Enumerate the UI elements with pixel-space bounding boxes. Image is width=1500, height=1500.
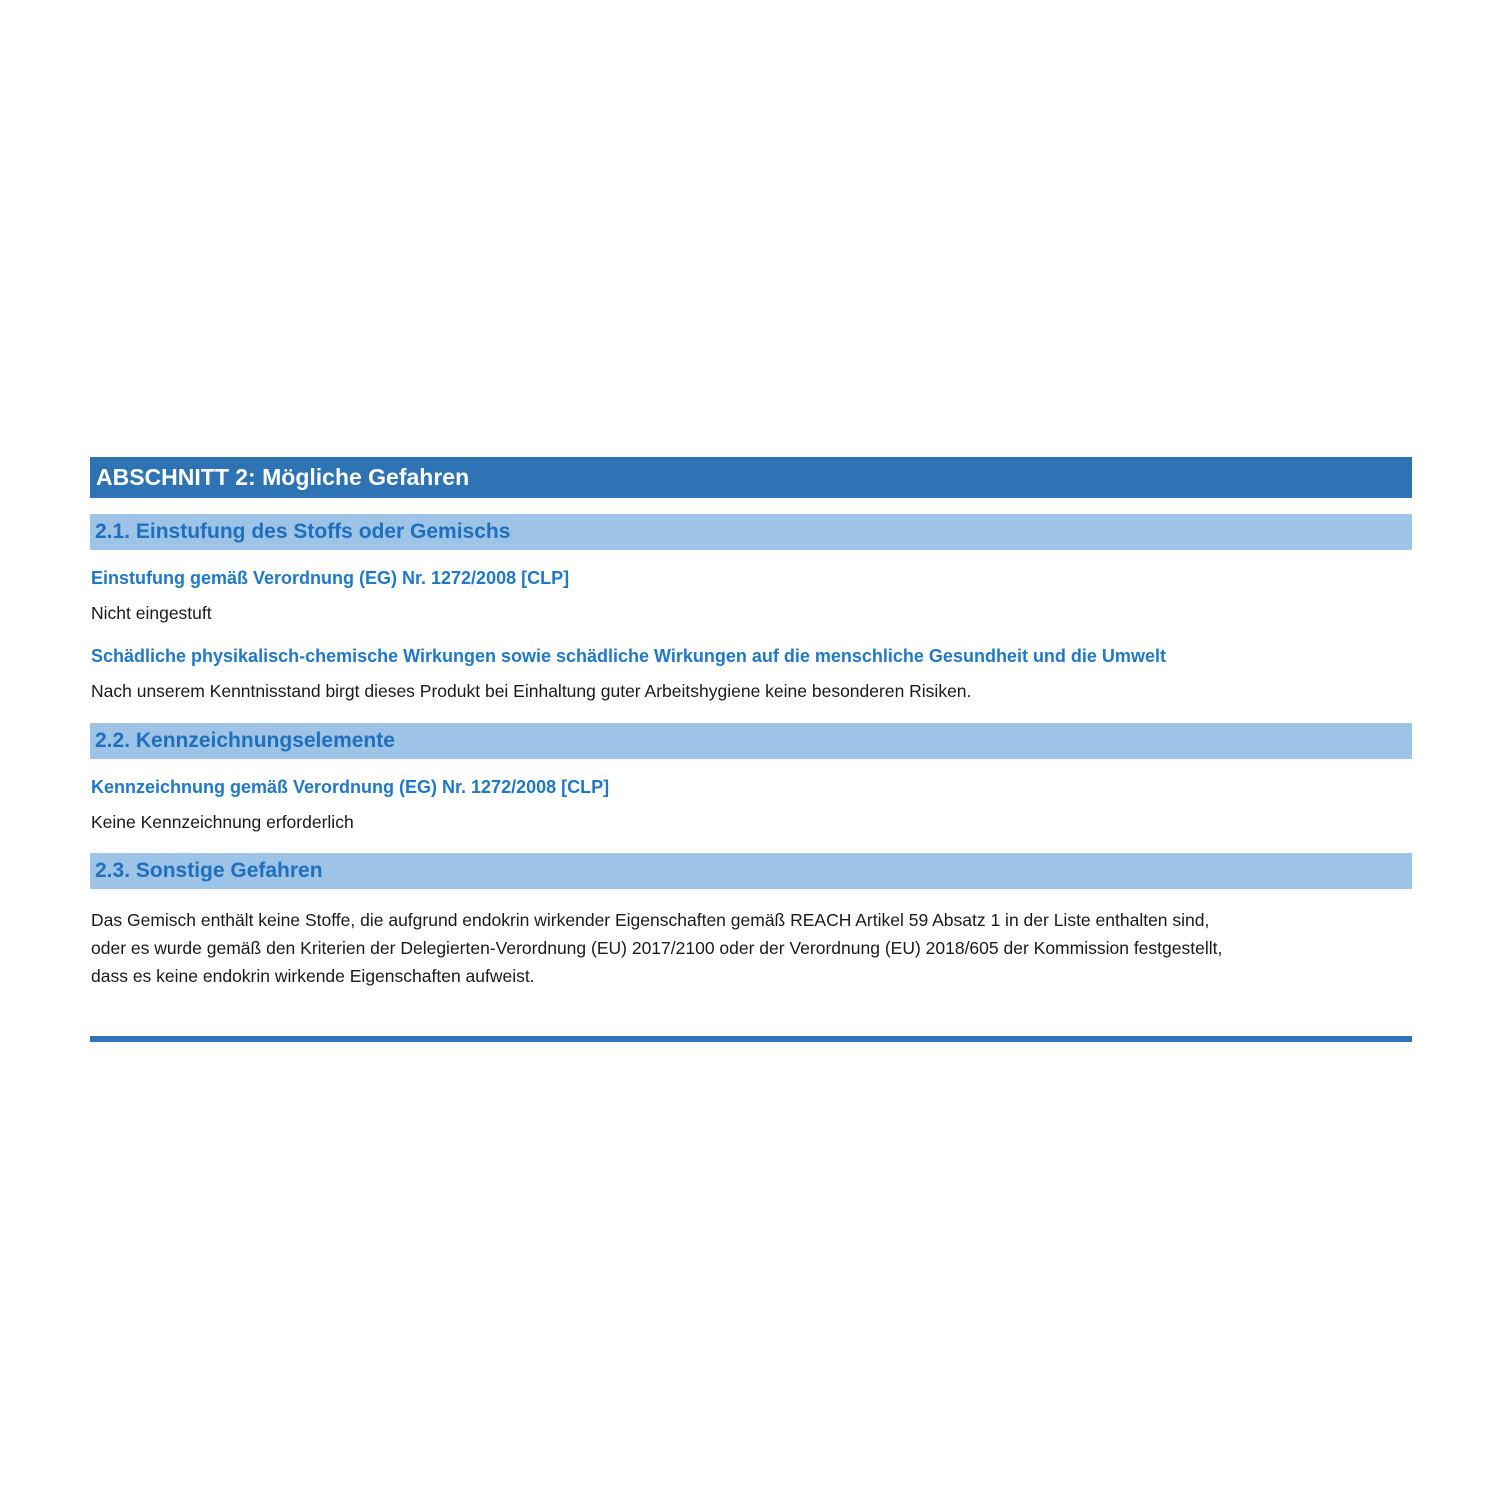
other-hazards-line: dass es keine endokrin wirkende Eigenschaften aufweist. xyxy=(91,966,535,986)
other-hazards-line: oder es wurde gemäß den Kriterien der Delegierten-Verordnung (EU) 2017/2100 oder der Verordnung (EU) 2018/605 der Kommission festgestellt, xyxy=(91,938,1223,958)
other-hazards-paragraph xyxy=(91,906,1411,990)
adverse-effects-value: Nach unserem Kenntnisstand birgt dieses Produkt bei Einhaltung guter Arbeitshygiene keine besonderen Risiken. xyxy=(91,681,972,701)
clp-classification-heading: Einstufung gemäß Verordnung (EG) Nr. 1272/2008 [CLP] xyxy=(91,568,570,588)
subsection-2-3-header: 2.3. Sonstige Gefahren xyxy=(90,853,1412,889)
subsection-2-2-header: 2.2. Kennzeichnungselemente xyxy=(90,723,1412,759)
section-bottom-divider xyxy=(90,1036,1412,1042)
clp-labelling-value: Keine Kennzeichnung erforderlich xyxy=(91,812,354,832)
adverse-effects-heading: Schädliche physikalisch-chemische Wirkungen sowie schädliche Wirkungen auf die menschliche Gesundheit und die Umwelt xyxy=(91,646,1166,666)
subsection-2-1-header: 2.1. Einstufung des Stoffs oder Gemischs xyxy=(90,514,1412,550)
other-hazards-line: Das Gemisch enthält keine Stoffe, die aufgrund endokrin wirkender Eigenschaften gemäß REACH Artikel 59 Absatz 1 in der Liste enthalten sind, xyxy=(91,910,1210,930)
clp-classification-value: Nicht eingestuft xyxy=(91,603,212,623)
clp-labelling-heading: Kennzeichnung gemäß Verordnung (EG) Nr. 1272/2008 [CLP] xyxy=(91,777,610,797)
section-2-header: ABSCHNITT 2: Mögliche Gefahren xyxy=(90,457,1412,498)
